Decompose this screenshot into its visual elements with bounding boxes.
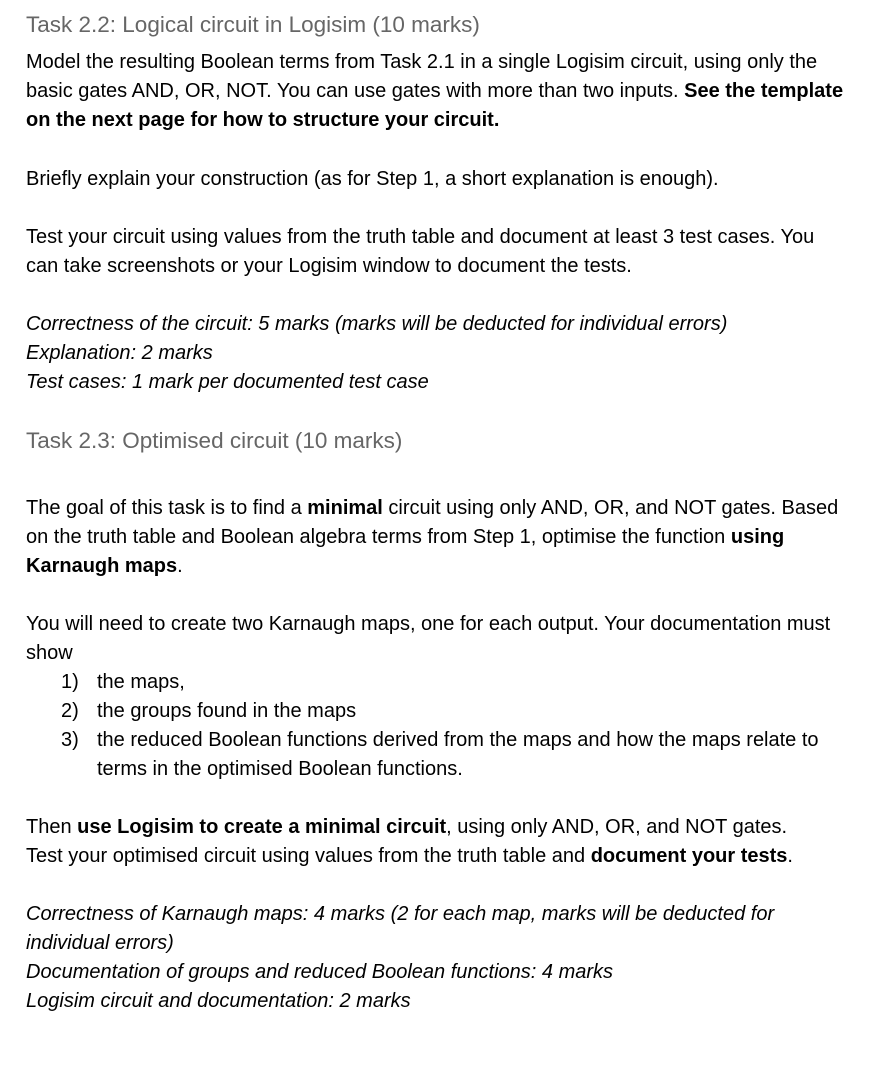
text-span: circuit using only AND, OR, and NOT gates. Based (382, 497, 839, 519)
task-2-2-marks-line-1: Correctness of the circuit: 5 marks (marks will be deducted for individual errors) (26, 313, 728, 335)
list-number: 3) (61, 729, 79, 751)
bold-text: Karnaugh maps (26, 555, 178, 577)
task-2-3-marks-line-1: Correctness of Karnaugh maps: 4 marks (2 for each map, marks will be deducted for (26, 903, 775, 925)
bold-text: on the next page for how to structure your circuit. (26, 109, 500, 131)
list-number: 2) (61, 700, 79, 722)
list-number: 1) (61, 671, 79, 693)
bold-text: document your tests (590, 845, 788, 867)
task-2-2-paragraph-2: Briefly explain your construction (as for Step 1, a short explanation is enough). (26, 168, 719, 190)
text-span: . (787, 845, 793, 867)
task-2-2-marks-line-2: Explanation: 2 marks (26, 342, 213, 364)
task-2-2-marks-line-3: Test cases: 1 mark per documented test case (26, 371, 429, 393)
task-2-3-paragraph-3-line-1 (26, 813, 787, 842)
task-2-3-paragraph-1-line-3 (26, 552, 183, 581)
text-span: basic gates AND, OR, NOT. You can use gates with more than two inputs. (26, 80, 685, 102)
task-2-3-marks-line-3: Documentation of groups and reduced Boolean functions: 4 marks (26, 961, 614, 983)
bold-text: See the template (684, 80, 844, 102)
task-2-2-paragraph-3-line-2: can take screenshots or your Logisim window to document the tests. (26, 255, 632, 277)
task-2-3-paragraph-1-line-1 (26, 494, 838, 523)
list-text: terms in the optimised Boolean functions. (97, 758, 463, 780)
task-2-3-paragraph-2-line-2: show (26, 642, 73, 664)
task-2-3-heading: Task 2.3: Optimised circuit (10 marks) (26, 428, 403, 453)
list-text: the maps, (97, 671, 185, 693)
text-span: The goal of this task is to find a (26, 497, 308, 519)
task-2-3-marks-line-2: individual errors) (26, 932, 174, 954)
text-span: . (177, 555, 183, 577)
list-text: the reduced Boolean functions derived from the maps and how the maps relate to (97, 729, 819, 751)
task-2-3-paragraph-3-line-2 (26, 842, 793, 871)
task-2-2-paragraph-3-line-1: Test your circuit using values from the truth table and document at least 3 test cases. You (26, 226, 815, 248)
task-2-2-paragraph-1-line-3 (26, 106, 499, 135)
bold-text: use Logisim to create a minimal circuit (77, 816, 447, 838)
text-span: , using only AND, OR, and NOT gates. (446, 816, 788, 838)
task-2-2-heading: Task 2.2: Logical circuit in Logisim (10 marks) (26, 12, 480, 37)
text-span: Test your optimised circuit using values from the truth table and (26, 845, 591, 867)
bold-text: using (730, 526, 785, 548)
task-2-2-paragraph-1-line-1: Model the resulting Boolean terms from Task 2.1 in a single Logisim circuit, using only the (26, 51, 818, 73)
text-span: Then (26, 816, 78, 838)
list-text: the groups found in the maps (97, 700, 357, 722)
text-span: on the truth table and Boolean algebra terms from Step 1, optimise the function (26, 526, 731, 548)
task-2-3-marks-line-4: Logisim circuit and documentation: 2 marks (26, 990, 411, 1012)
task-2-3-paragraph-1-line-2 (26, 523, 784, 552)
task-2-3-paragraph-2-line-1: You will need to create two Karnaugh maps, one for each output. Your documentation must (26, 613, 831, 635)
task-2-2-paragraph-1-line-2 (26, 77, 843, 106)
bold-text: minimal (307, 497, 383, 519)
